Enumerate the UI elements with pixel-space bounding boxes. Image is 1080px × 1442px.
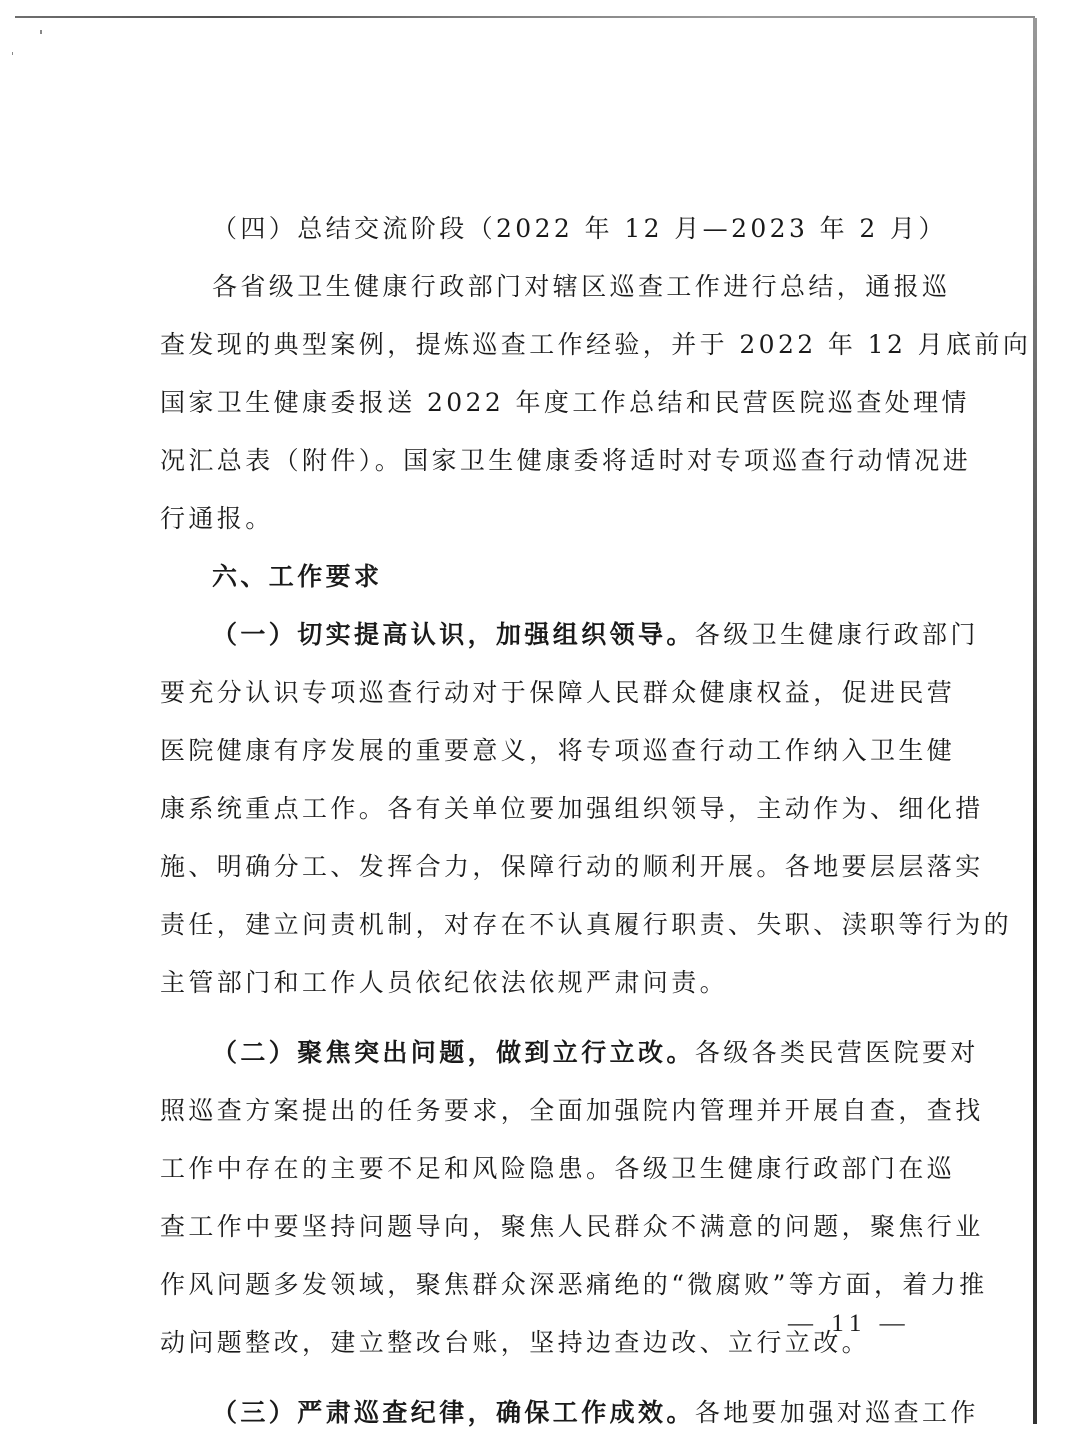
paragraph-line: 况汇总表（附件）。国家卫生健康委将适时对专项巡查行动情况进: [160, 446, 972, 475]
item-3-title: （三）严肃巡查纪律，确保工作成效。: [212, 1398, 695, 1427]
scan-border-top: [15, 16, 1035, 18]
section-4-title: （四）总结交流阶段（2022 年 12 月—2023 年 2 月）: [212, 214, 947, 243]
chapter-6-heading: 六、工作要求: [212, 562, 383, 591]
paragraph-line: 责任，建立问责机制，对存在不认真履行职责、失职、渎职等行为的: [160, 910, 1013, 939]
paragraph-line: 施、明确分工、发挥合力，保障行动的顺利开展。各地要层层落实: [160, 852, 984, 881]
paragraph-line: 查发现的典型案例，提炼巡查工作经验，并于 2022 年 12 月底前向: [160, 330, 1032, 359]
paragraph-line: 康系统重点工作。各有关单位要加强组织领导，主动作为、细化措: [160, 794, 984, 823]
scan-border-right: [1033, 18, 1037, 1424]
document-page: [160, 200, 1032, 1442]
item-1-title: （一）切实提高认识，加强组织领导。: [212, 620, 695, 649]
paragraph-line: 作风问题多发领域，聚焦群众深恶痛绝的“微腐败”等方面，着力推: [160, 1270, 988, 1299]
paragraph-text: 各地要加强对巡查工作: [694, 1398, 979, 1427]
paragraph-line: 主管部门和工作人员依纪依法依规严肃问责。: [160, 968, 729, 997]
paragraph-line: 动问题整改，建立整改台账，坚持边查边改、立行立改。: [160, 1328, 871, 1357]
paragraph-text: 各级各类民营医院要对: [694, 1038, 979, 1067]
paragraph-text: 各级卫生健康行政部门: [694, 620, 979, 649]
item-3-first-line: [160, 1384, 979, 1442]
item-2-title: （二）聚焦突出问题，做到立行立改。: [212, 1038, 695, 1067]
page-number: — 11 —: [788, 1310, 911, 1337]
paragraph-line: 查工作中要坚持问题导向，聚焦人民群众不满意的问题，聚焦行业: [160, 1212, 984, 1241]
item-1-first-line: [160, 606, 979, 664]
item-2-first-line: [160, 1024, 979, 1082]
paragraph-line: 工作中存在的主要不足和风险隐患。各级卫生健康行政部门在巡: [160, 1154, 956, 1183]
scan-speck: [12, 52, 13, 55]
paragraph-line: 要充分认识专项巡查行动对于保障人民群众健康权益，促进民营: [160, 678, 956, 707]
paragraph-line: 各省级卫生健康行政部门对辖区巡查工作进行总结，通报巡: [212, 272, 951, 301]
paragraph-line: 医院健康有序发展的重要意义，将专项巡查行动工作纳入卫生健: [160, 736, 956, 765]
paragraph-line: 行通报。: [160, 504, 274, 533]
paragraph-line: 照巡查方案提出的任务要求，全面加强院内管理并开展自查，查找: [160, 1096, 984, 1125]
scan-speck: [40, 30, 42, 34]
paragraph-line: 国家卫生健康委报送 2022 年度工作总结和民营医院巡查处理情: [160, 388, 970, 417]
